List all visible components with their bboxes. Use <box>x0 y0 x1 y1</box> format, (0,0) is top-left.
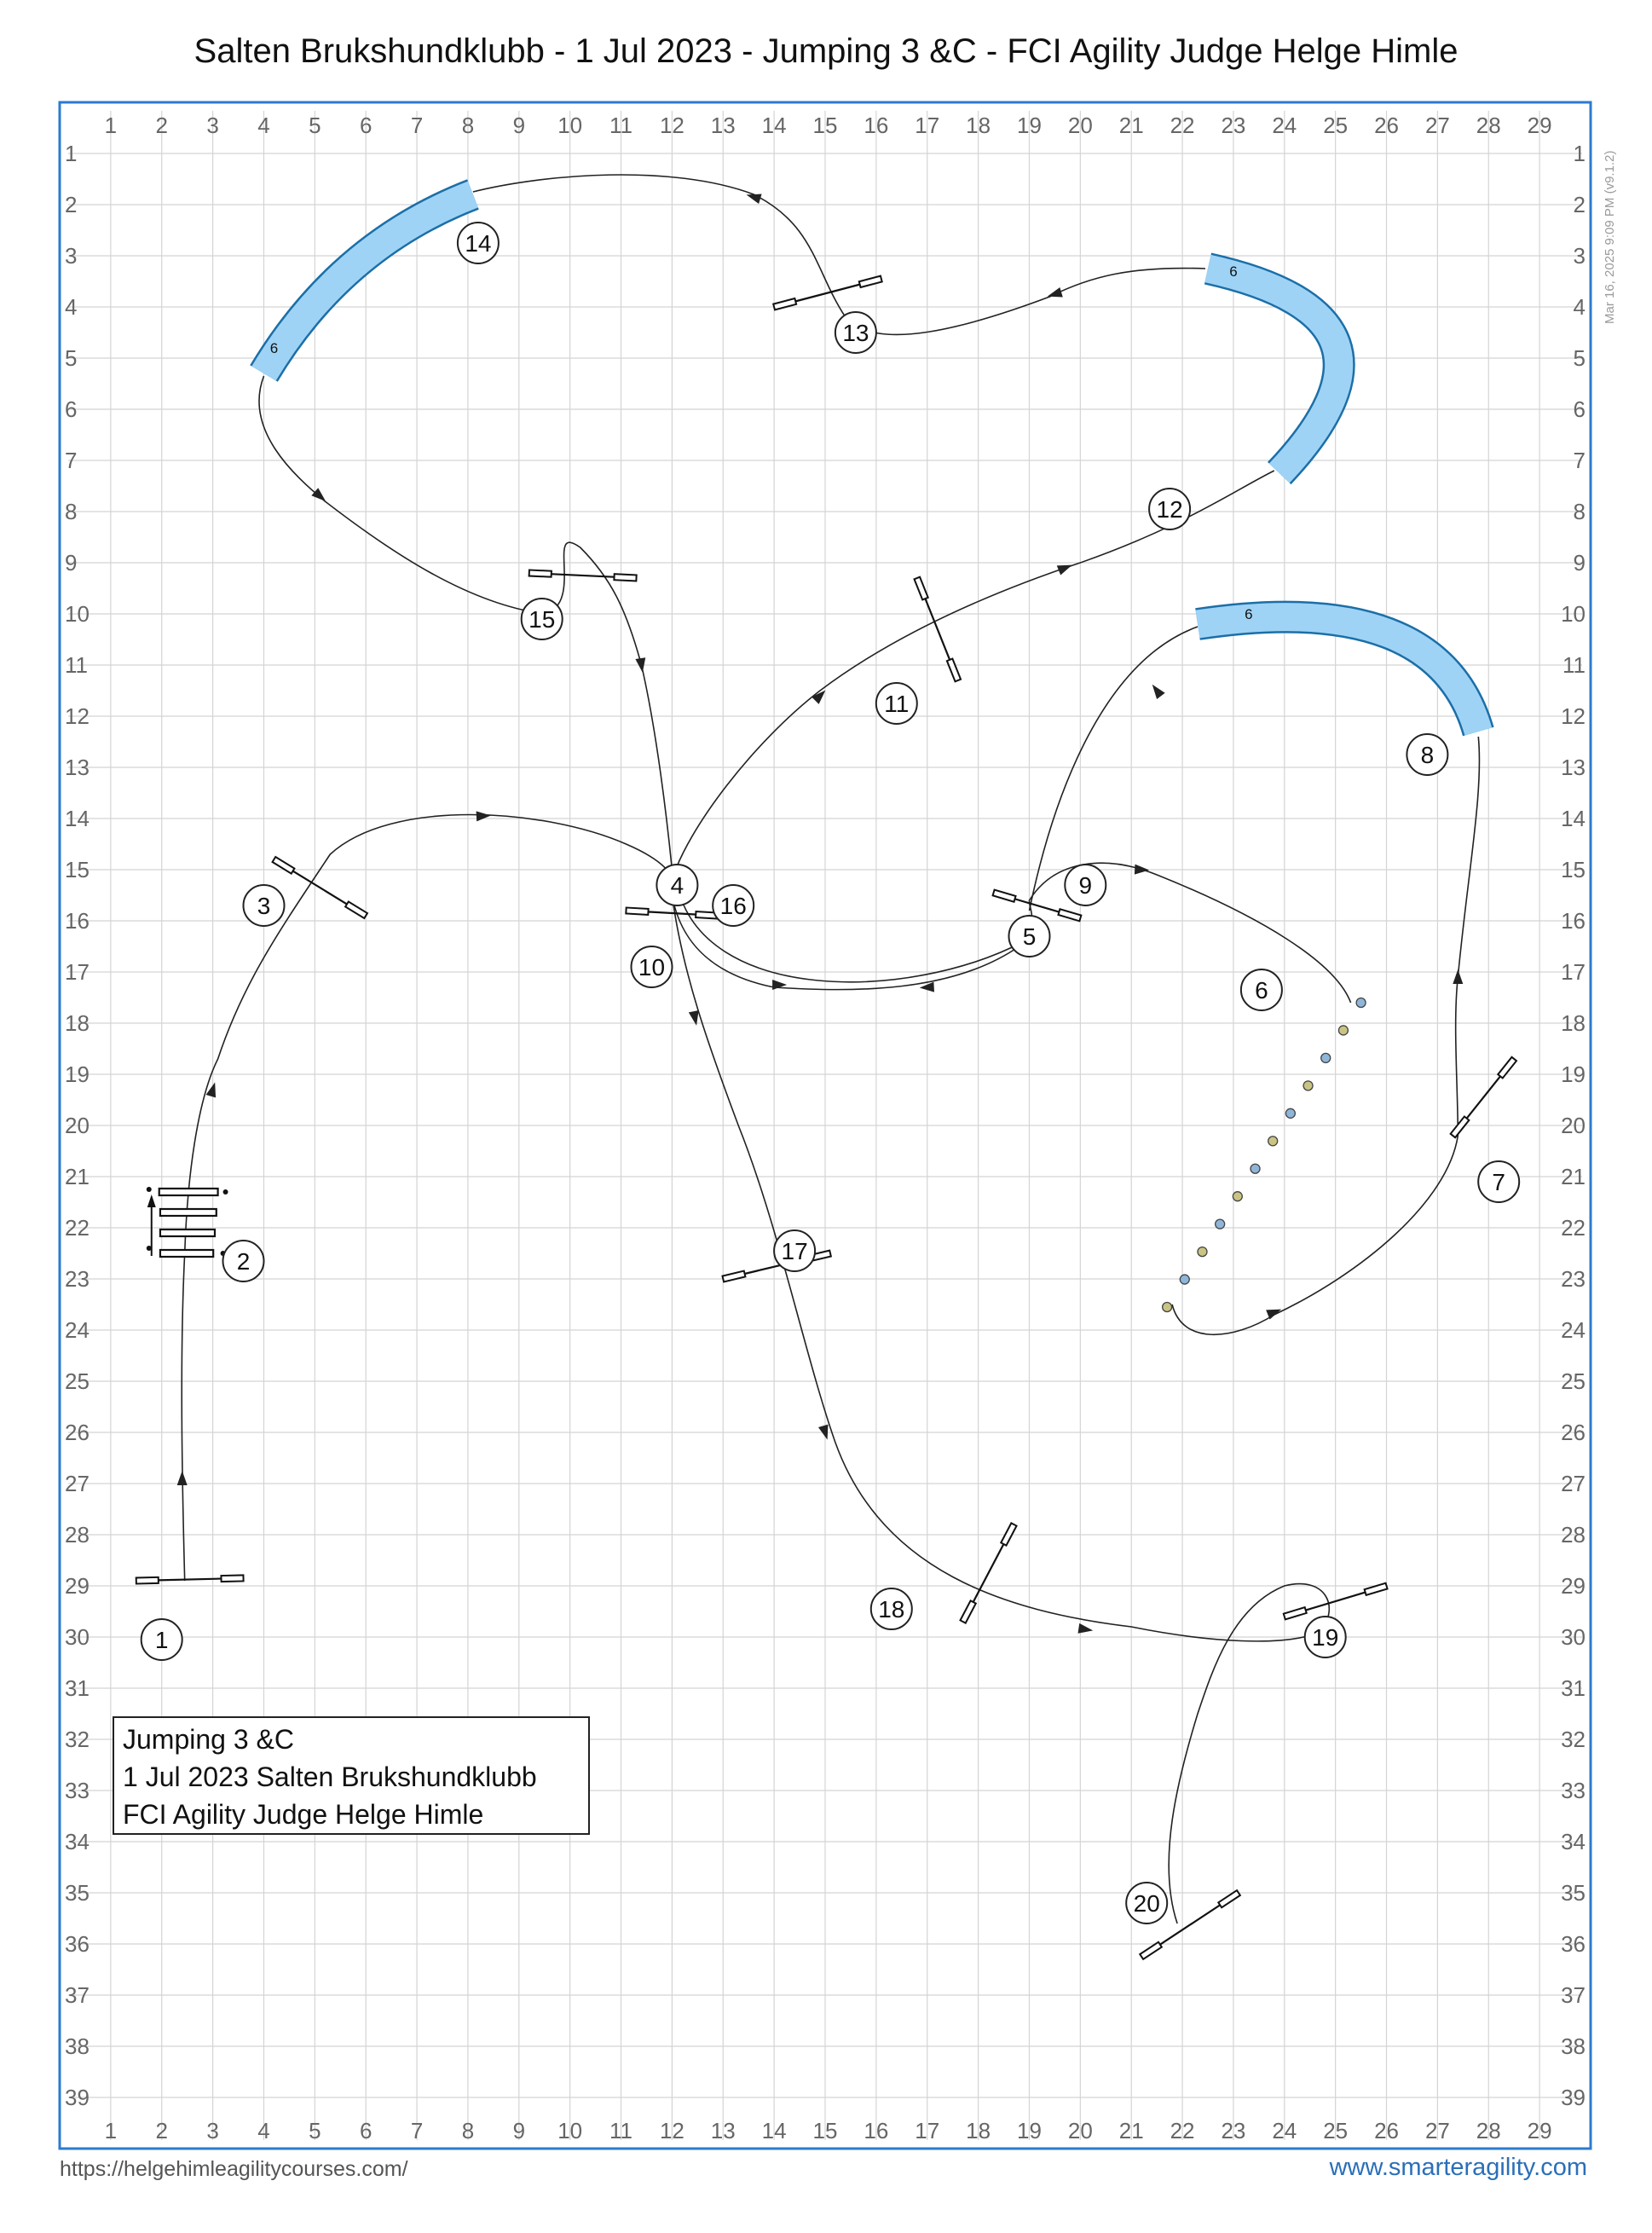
col-label-top: 24 <box>1272 113 1297 138</box>
col-label-top: 6 <box>359 113 373 138</box>
col-label-top: 8 <box>461 113 475 138</box>
row-label-right: 16 <box>1561 908 1586 934</box>
col-label-top: 26 <box>1374 113 1399 138</box>
row-label-right: 14 <box>1561 806 1586 831</box>
row-label-right: 1 <box>1573 141 1586 166</box>
row-label-right: 20 <box>1561 1113 1586 1138</box>
jump-wing <box>345 901 367 918</box>
row-label-right: 23 <box>1561 1266 1586 1292</box>
row-label-right: 36 <box>1561 1931 1586 1957</box>
row-label-left: 2 <box>65 192 78 217</box>
row-label-left: 24 <box>65 1317 90 1343</box>
col-label-bottom: 22 <box>1170 2118 1195 2143</box>
obstacle-number <box>656 865 697 905</box>
weave-pole <box>1303 1081 1313 1090</box>
row-label-right: 12 <box>1561 703 1586 729</box>
row-label-right: 35 <box>1561 1880 1586 1906</box>
pole-dot <box>223 1189 228 1195</box>
col-label-bottom: 16 <box>864 2118 889 2143</box>
path-arrow-icon <box>1135 865 1150 876</box>
col-label-top: 21 <box>1118 113 1144 138</box>
col-label-bottom: 28 <box>1476 2118 1501 2143</box>
col-label-top: 10 <box>557 113 583 138</box>
col-label-bottom: 17 <box>915 2118 940 2143</box>
col-label-top: 1 <box>104 113 118 138</box>
spread-jump-bar <box>159 1189 218 1195</box>
jump-wing <box>529 570 552 577</box>
jump-wing <box>1451 1116 1470 1137</box>
col-label-top: 16 <box>864 113 889 138</box>
obstacle-number-label: 8 <box>1420 742 1435 768</box>
path-arrow-icon <box>1046 287 1063 301</box>
obstacle-number <box>632 946 673 987</box>
weave-pole <box>1180 1275 1189 1284</box>
weave-pole <box>1198 1247 1207 1257</box>
spread-jump-bar <box>160 1229 215 1236</box>
col-label-bottom: 14 <box>761 2118 787 2143</box>
row-label-left: 13 <box>65 755 90 780</box>
dog-path-segment <box>1172 737 1479 1334</box>
weave-pole <box>1233 1192 1242 1201</box>
row-label-left: 39 <box>65 2085 90 2110</box>
col-label-top: 5 <box>309 113 321 138</box>
col-label-top: 4 <box>257 113 270 138</box>
row-label-left: 25 <box>65 1368 90 1394</box>
row-label-left: 18 <box>65 1010 90 1036</box>
col-label-top: 22 <box>1170 113 1195 138</box>
row-label-right: 10 <box>1561 601 1586 627</box>
footer-url-right[interactable]: www.smarteragility.com <box>1329 2154 1587 2181</box>
start-arrow-head <box>147 1195 156 1207</box>
row-label-left: 33 <box>65 1778 90 1803</box>
jump-wing <box>273 857 295 874</box>
row-label-left: 6 <box>65 396 78 422</box>
info-line-event: 1 Jul 2023 Salten Brukshundklubb <box>123 1762 537 1792</box>
col-label-bottom: 25 <box>1323 2118 1349 2143</box>
tunnel-label: 6 <box>269 340 279 356</box>
col-label-bottom: 29 <box>1527 2118 1552 2143</box>
jump-wing <box>626 908 648 915</box>
row-label-left: 21 <box>65 1164 90 1189</box>
path-arrow-icon <box>177 1471 188 1485</box>
row-label-right: 11 <box>1562 652 1586 678</box>
jump <box>773 276 882 310</box>
row-label-left: 30 <box>65 1624 90 1650</box>
jump-wing <box>915 577 928 600</box>
dog-path-segment <box>1030 627 1199 911</box>
jump-wing <box>136 1577 159 1584</box>
row-label-left: 14 <box>65 806 90 831</box>
col-label-top: 3 <box>206 113 219 138</box>
jump-wing <box>614 574 636 581</box>
tunnel-label: 6 <box>1245 606 1253 622</box>
row-label-left: 5 <box>65 345 78 371</box>
row-label-right: 32 <box>1561 1727 1586 1752</box>
obstacle-number <box>1126 1883 1167 1924</box>
col-label-bottom: 10 <box>557 2118 583 2143</box>
row-label-left: 11 <box>65 652 88 678</box>
col-label-bottom: 13 <box>710 2118 736 2143</box>
row-label-left: 20 <box>65 1113 90 1138</box>
col-label-bottom: 11 <box>609 2118 633 2143</box>
dog-path-segment <box>182 815 677 1582</box>
obstacle-number-label: 1 <box>154 1627 169 1653</box>
jump <box>915 577 961 682</box>
obstacle-number <box>522 599 563 639</box>
obstacle-number-label: 14 <box>465 230 492 257</box>
row-label-right: 39 <box>1561 2085 1586 2110</box>
weave-pole <box>1321 1053 1331 1062</box>
row-label-left: 36 <box>65 1931 90 1957</box>
row-label-right: 17 <box>1561 959 1586 985</box>
row-label-right: 2 <box>1573 192 1586 217</box>
pole-dot <box>147 1187 152 1192</box>
jump <box>273 857 367 918</box>
col-label-bottom: 24 <box>1272 2118 1297 2143</box>
obstacle-number-label: 9 <box>1078 872 1093 899</box>
row-label-right: 3 <box>1573 243 1586 269</box>
weave-pole <box>1216 1219 1225 1229</box>
col-label-top: 14 <box>761 113 787 138</box>
jump-wing <box>859 276 882 287</box>
col-label-top: 27 <box>1424 113 1450 138</box>
obstacle-number-label: 6 <box>1255 977 1268 1004</box>
col-label-top: 11 <box>609 113 633 138</box>
obstacle-number-label: 3 <box>257 893 271 919</box>
obstacle-number-label: 10 <box>638 954 666 981</box>
row-label-right: 33 <box>1561 1778 1586 1803</box>
weave-pole <box>1285 1108 1295 1118</box>
weave-pole <box>1356 998 1366 1008</box>
obstacle-number <box>1065 865 1106 905</box>
row-label-left: 9 <box>65 550 78 576</box>
row-label-right: 21 <box>1561 1164 1586 1189</box>
obstacle-number-label: 2 <box>236 1248 251 1275</box>
row-label-left: 12 <box>65 703 90 729</box>
row-label-right: 38 <box>1561 2033 1586 2059</box>
col-label-top: 2 <box>155 113 168 138</box>
col-label-bottom: 8 <box>461 2118 475 2143</box>
row-label-left: 35 <box>65 1880 90 1906</box>
row-label-left: 34 <box>65 1829 90 1854</box>
obstacle-number-label: 17 <box>781 1238 808 1264</box>
col-label-top: 29 <box>1527 113 1552 138</box>
obstacle-number-label: 20 <box>1133 1890 1160 1917</box>
weave-pole <box>1163 1303 1172 1312</box>
obstacle-number-label: 11 <box>884 691 910 717</box>
jump-wing <box>722 1271 745 1282</box>
row-label-left: 10 <box>65 601 90 627</box>
row-label-right: 22 <box>1561 1215 1586 1241</box>
row-label-left: 1 <box>65 141 78 166</box>
jump-wing <box>1058 909 1081 921</box>
obstacle-number-label: 13 <box>842 320 869 346</box>
jump <box>961 1523 1017 1623</box>
dog-path-segment <box>672 895 1329 1924</box>
col-label-bottom: 12 <box>659 2118 684 2143</box>
obstacle-number-label: 5 <box>1022 923 1037 950</box>
col-label-top: 15 <box>812 113 838 138</box>
dog-path-segment <box>473 175 1205 334</box>
obstacle-number <box>244 885 285 926</box>
col-label-bottom: 6 <box>359 2118 373 2143</box>
obstacle-numbers <box>142 223 1520 1924</box>
jump-wing <box>773 298 796 309</box>
row-label-left: 37 <box>65 1982 90 2008</box>
jump-wing <box>1498 1057 1516 1079</box>
col-label-bottom: 21 <box>1118 2118 1144 2143</box>
row-label-left: 8 <box>65 499 78 524</box>
course-title: Salten Brukshundklubb - 1 Jul 2023 - Jumping 3 &C - FCI Agility Judge Helge Himle <box>194 32 1458 70</box>
obstacle-number <box>876 683 917 724</box>
row-label-left: 29 <box>65 1573 90 1599</box>
row-label-right: 28 <box>1561 1522 1586 1547</box>
tunnels <box>264 194 1479 732</box>
row-label-left: 22 <box>65 1215 90 1241</box>
row-label-left: 4 <box>65 294 78 320</box>
col-label-bottom: 4 <box>257 2118 270 2143</box>
version-stamp: Mar 16, 2025 9:09 PM (v9.1.2) <box>1603 150 1617 324</box>
jump-wing <box>1365 1583 1388 1595</box>
row-label-right: 18 <box>1561 1010 1586 1036</box>
row-label-right: 4 <box>1573 294 1586 320</box>
obstacle-number-label: 19 <box>1312 1624 1339 1651</box>
row-label-right: 25 <box>1561 1368 1586 1394</box>
weave-pole <box>1251 1164 1260 1173</box>
col-label-top: 7 <box>410 113 424 138</box>
row-label-right: 9 <box>1573 550 1586 576</box>
obstacle-number <box>871 1588 912 1629</box>
jump-wing <box>993 890 1016 902</box>
row-label-left: 19 <box>65 1062 90 1087</box>
obstacle-number <box>458 223 499 263</box>
path-arrows <box>177 190 1464 1636</box>
spread-jump-bar <box>160 1209 217 1216</box>
obstacle-number-label: 12 <box>1156 496 1183 523</box>
col-label-top: 13 <box>710 113 736 138</box>
grid-lines <box>68 111 1582 2140</box>
col-label-bottom: 19 <box>1017 2118 1042 2143</box>
obstacle-number <box>835 312 876 353</box>
path-arrow-icon <box>1148 681 1165 699</box>
row-label-left: 32 <box>65 1727 90 1752</box>
obstacle-number <box>1149 489 1190 529</box>
row-label-right: 15 <box>1561 857 1586 882</box>
row-label-right: 31 <box>1561 1675 1586 1701</box>
row-label-left: 7 <box>65 448 78 473</box>
jumps <box>136 276 1516 1959</box>
jump-wing <box>961 1600 976 1623</box>
col-label-top: 19 <box>1017 113 1042 138</box>
obstacle-number-label: 15 <box>529 606 556 633</box>
row-label-right: 29 <box>1561 1573 1586 1599</box>
course-info-box <box>113 1716 590 1835</box>
col-label-bottom: 3 <box>206 2118 219 2143</box>
row-label-left: 26 <box>65 1420 90 1445</box>
start-arrow-icon <box>147 1187 228 1256</box>
col-label-top: 17 <box>915 113 940 138</box>
tunnel-label: 6 <box>1229 263 1238 280</box>
col-label-bottom: 9 <box>512 2118 526 2143</box>
obstacle-number <box>713 885 754 926</box>
row-label-right: 7 <box>1573 448 1586 473</box>
row-label-right: 34 <box>1561 1829 1586 1854</box>
info-line-class: Jumping 3 &C <box>123 1724 294 1755</box>
col-label-top: 18 <box>966 113 991 138</box>
row-label-right: 24 <box>1561 1317 1586 1343</box>
pole-dot <box>147 1246 152 1251</box>
col-label-top: 28 <box>1476 113 1501 138</box>
col-label-top: 20 <box>1067 113 1093 138</box>
row-label-right: 27 <box>1561 1471 1586 1496</box>
row-label-left: 38 <box>65 2033 90 2059</box>
row-label-left: 17 <box>65 959 90 985</box>
row-label-left: 23 <box>65 1266 90 1292</box>
obstacle-number <box>774 1230 815 1271</box>
row-label-right: 37 <box>1561 1982 1586 2008</box>
row-label-right: 8 <box>1573 499 1586 524</box>
path-arrow-icon <box>477 811 492 822</box>
jump-wing <box>221 1575 243 1582</box>
col-label-bottom: 15 <box>812 2118 838 2143</box>
obstacle-number-label: 16 <box>719 893 747 919</box>
col-label-top: 25 <box>1323 113 1349 138</box>
info-line-judge: FCI Agility Judge Helge Himle <box>123 1799 484 1830</box>
row-label-right: 30 <box>1561 1624 1586 1650</box>
obstacle-number <box>142 1619 182 1660</box>
obstacle-number <box>1305 1617 1346 1657</box>
col-label-bottom: 23 <box>1221 2118 1246 2143</box>
col-label-top: 23 <box>1221 113 1246 138</box>
jump-wing <box>947 659 961 682</box>
col-label-bottom: 27 <box>1424 2118 1450 2143</box>
jump-wing <box>1140 1942 1162 1959</box>
col-label-top: 12 <box>659 113 684 138</box>
row-label-right: 13 <box>1561 755 1586 780</box>
weave-pole <box>1268 1137 1278 1146</box>
dog-path-segment <box>259 376 672 870</box>
row-label-left: 27 <box>65 1471 90 1496</box>
row-label-left: 28 <box>65 1522 90 1547</box>
col-label-bottom: 1 <box>104 2118 118 2143</box>
spread-jump-bar <box>160 1250 213 1257</box>
obstacle-number <box>223 1241 264 1281</box>
row-label-left: 15 <box>65 857 90 882</box>
weave-pole <box>1338 1026 1348 1035</box>
col-label-bottom: 20 <box>1067 2118 1093 2143</box>
jump <box>529 570 637 581</box>
obstacle-number <box>1009 916 1050 957</box>
row-label-right: 26 <box>1561 1420 1586 1445</box>
tunnel-body <box>264 194 473 373</box>
row-label-left: 3 <box>65 243 78 269</box>
obstacle-number-label: 7 <box>1492 1169 1505 1195</box>
col-label-bottom: 7 <box>410 2118 424 2143</box>
col-label-bottom: 18 <box>966 2118 991 2143</box>
row-label-right: 19 <box>1561 1062 1586 1087</box>
obstacle-number-label: 4 <box>670 872 684 899</box>
col-label-top: 9 <box>512 113 526 138</box>
obstacle-number-label: 18 <box>878 1596 905 1623</box>
row-label-right: 6 <box>1573 396 1586 422</box>
jump <box>136 1575 244 1583</box>
col-label-bottom: 26 <box>1374 2118 1399 2143</box>
row-label-right: 5 <box>1573 345 1586 371</box>
obstacle-number <box>1478 1161 1519 1202</box>
footer-url-left[interactable]: https://helgehimleagilitycourses.com/ <box>60 2157 408 2181</box>
obstacle-number <box>1407 734 1447 775</box>
col-label-bottom: 5 <box>309 2118 321 2143</box>
row-label-left: 16 <box>65 908 90 934</box>
col-label-bottom: 2 <box>155 2118 168 2143</box>
row-label-left: 31 <box>65 1675 90 1701</box>
obstacle-number <box>1241 969 1282 1010</box>
jump-wing <box>1284 1607 1307 1619</box>
